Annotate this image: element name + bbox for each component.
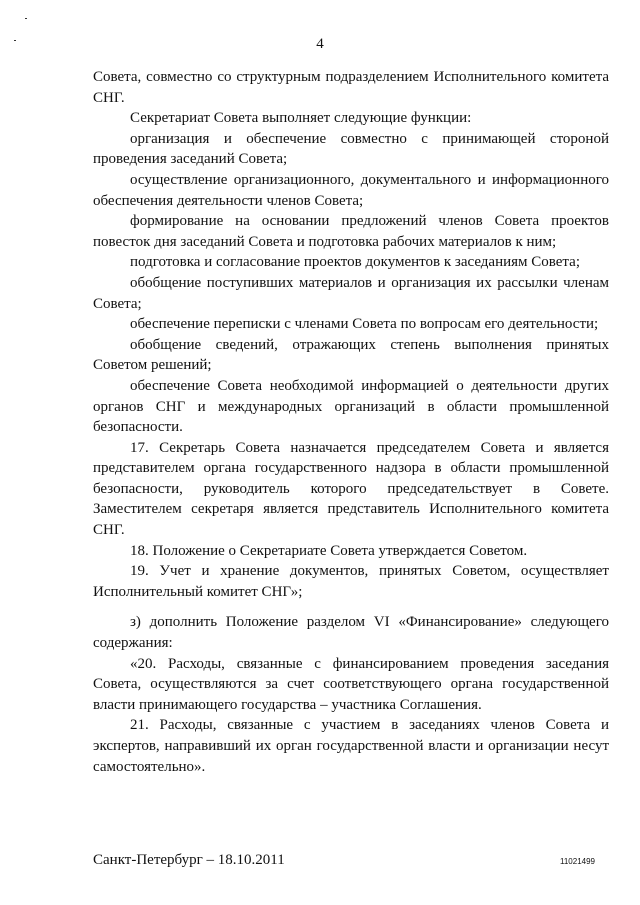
paragraph: формирование на основании предложений членов Совета проектов повесток дня заседаний Совета и подготовка рабочих материалов к ним;	[93, 213, 609, 250]
paragraph: подготовка и согласование проектов документов к заседаниям Совета;	[130, 254, 580, 271]
paragraph: Совета, совместно со структурным подразделением Исполнительного комитета СНГ.	[93, 69, 609, 106]
paragraph: организация и обеспечение совместно с принимающей стороной проведения заседаний Совета;	[93, 130, 609, 168]
page-number: 4	[316, 36, 324, 52]
footer-document-code: 11021499	[560, 857, 595, 866]
paragraph: 18. Положение о Секретариате Совета утверждается Советом.	[130, 542, 528, 559]
paragraph: з) дополнить Положение разделом VI «Финансирование» следующего содержания:	[93, 614, 609, 652]
paragraph: обобщение сведений, отражающих степень выполнения принятых Советом решений;	[93, 336, 609, 374]
document-body	[93, 67, 609, 777]
paragraph: 19. Учет и хранение документов, принятых Советом, осуществляет Исполнительный комитет СНГ»;	[93, 563, 609, 600]
footer-city-date: Санкт-Петербург – 18.10.2011	[93, 852, 285, 868]
paragraph: осуществление организационного, документального и информационного обеспечения деятельности членов Совета;	[93, 171, 609, 209]
paragraph: «20. Расходы, связанные с финансированием проведения заседания Совета, осуществляются за счет соответствующего органа государственной власти принимающего государства – участника Соглашения.	[93, 655, 609, 713]
paragraph: 17. Секретарь Совета назначается председателем Совета и является представителем органа государственного надзора в области промышленной безопасности, руководитель которого председательствует в Совете. Заместителем секретаря является представитель Исполнительного комитета СНГ.	[93, 439, 609, 539]
paragraph: обобщение поступивших материалов и организация их рассылки членам Совета;	[93, 274, 609, 312]
scan-speck	[25, 18, 27, 19]
paragraph: обеспечение переписки с членами Совета по вопросам его деятельности;	[130, 316, 599, 333]
paragraph: 21. Расходы, связанные с участием в заседаниях членов Совета и экспертов, направивший их орган государственной власти и организации несут самостоятельно».	[93, 717, 609, 775]
paragraph: Секретариат Совета выполняет следующие функции:	[130, 110, 472, 127]
paragraph: обеспечение Совета необходимой информацией о деятельности других органов СНГ и международных организаций в области промышленной безопасности.	[93, 377, 609, 436]
